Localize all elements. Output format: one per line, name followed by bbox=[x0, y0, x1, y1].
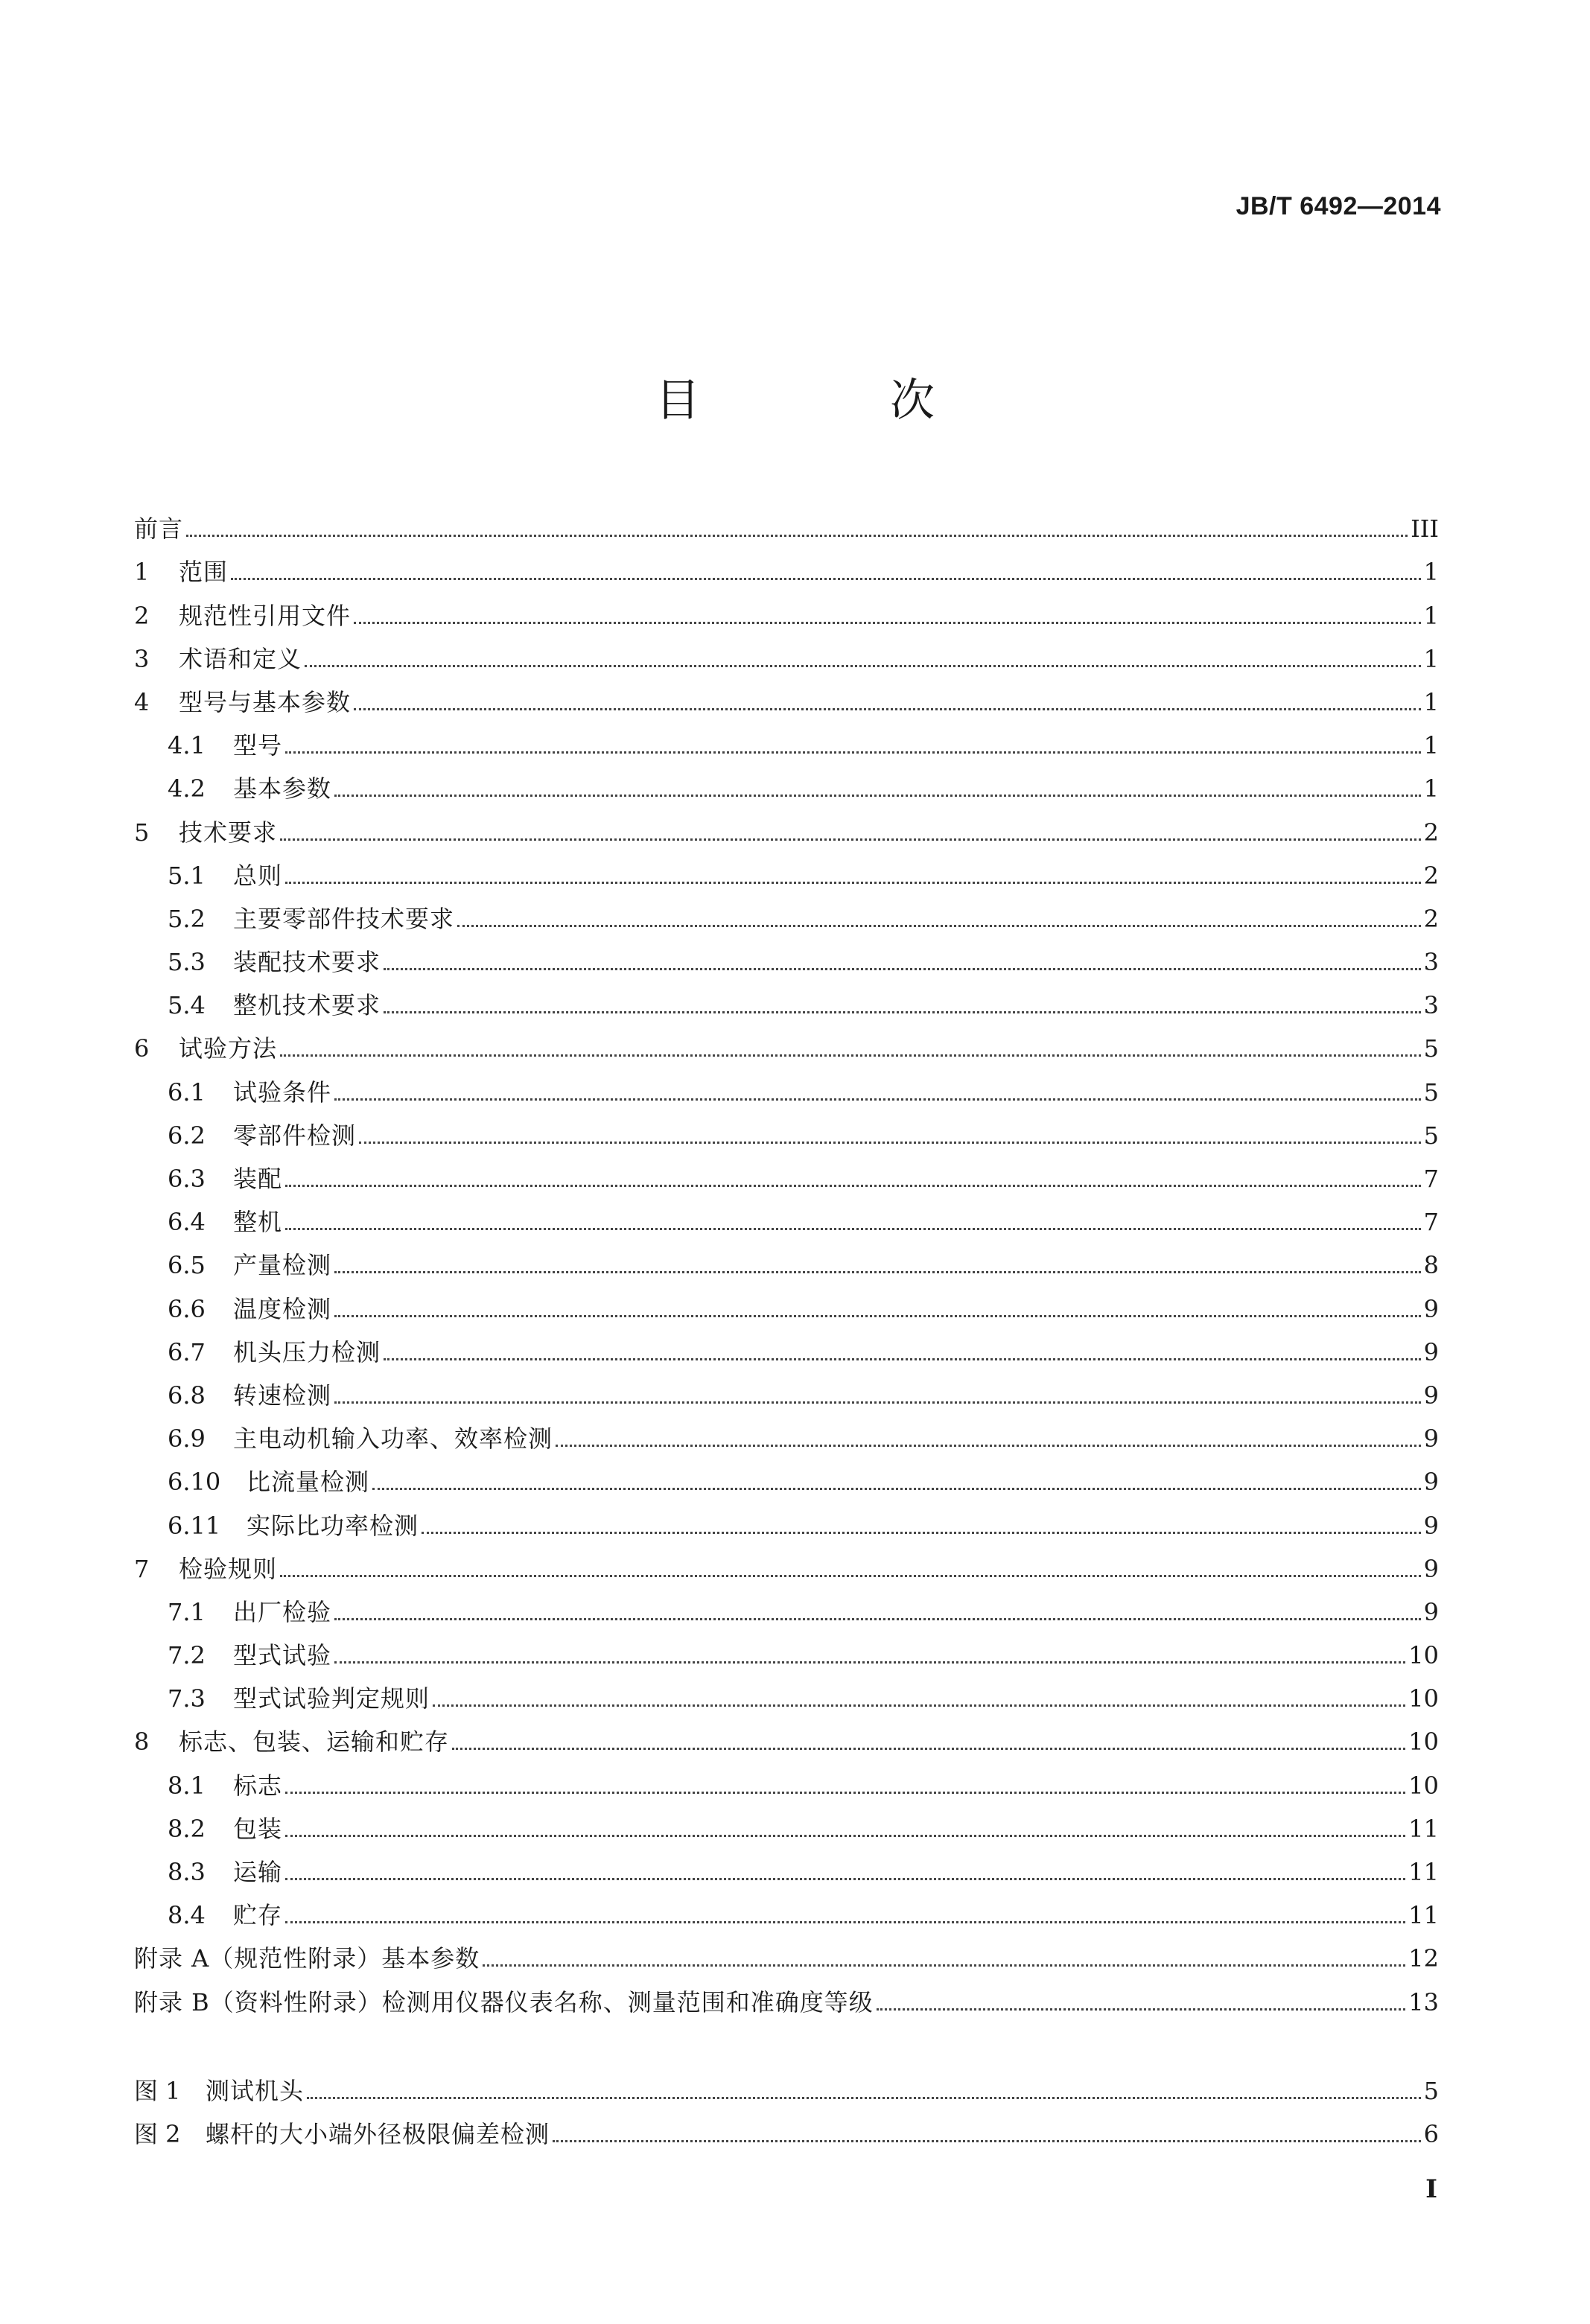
toc-entry[interactable] bbox=[134, 847, 1439, 891]
dot-leader bbox=[285, 1228, 1421, 1230]
toc-entry-number: 6.1 bbox=[168, 1077, 206, 1107]
toc-entry-label: 零部件检测 bbox=[233, 1121, 357, 1150]
dot-leader bbox=[556, 1445, 1421, 1447]
toc-entry-label: 测试机头 bbox=[206, 2077, 305, 2106]
toc-entry-page: 9 bbox=[1423, 1597, 1439, 1626]
toc-entry-label: 附录 A（规范性附录）基本参数 bbox=[134, 1944, 480, 1973]
toc-entry-label: 前言 bbox=[134, 515, 184, 544]
toc-entry[interactable] bbox=[134, 1324, 1439, 1367]
toc-entry[interactable] bbox=[134, 674, 1439, 717]
toc-entry-label: 技术要求 bbox=[179, 818, 278, 847]
toc-entry-label: 实际比功率检测 bbox=[247, 1511, 419, 1540]
dot-leader bbox=[334, 1618, 1421, 1620]
toc-entry[interactable] bbox=[134, 1107, 1439, 1150]
toc-entry[interactable] bbox=[134, 977, 1439, 1020]
toc-entry[interactable] bbox=[134, 1150, 1439, 1194]
toc-entry-page: 9 bbox=[1423, 1554, 1439, 1583]
toc-entry-page: 7 bbox=[1423, 1165, 1439, 1193]
toc-entry-number: 5.4 bbox=[168, 991, 206, 1020]
toc-entry-page: 11 bbox=[1408, 1858, 1439, 1886]
dot-leader bbox=[877, 2008, 1406, 2011]
toc-entry-page: 10 bbox=[1408, 1641, 1439, 1670]
dot-leader bbox=[285, 1878, 1405, 1880]
toc-entry-page: III bbox=[1411, 515, 1439, 544]
toc-entry-page: 2 bbox=[1423, 861, 1439, 890]
toc-entry-label: 试验方法 bbox=[179, 1034, 278, 1063]
toc-entry-label: 主电动机输入功率、效率检测 bbox=[233, 1424, 553, 1454]
toc-entry[interactable] bbox=[134, 760, 1439, 803]
dot-leader bbox=[280, 838, 1421, 841]
dot-leader bbox=[280, 1054, 1421, 1057]
toc-entry-page: 5 bbox=[1423, 1077, 1439, 1107]
toc-entry-number: 2 bbox=[134, 601, 150, 630]
dot-leader bbox=[285, 1835, 1405, 1837]
toc-entry[interactable] bbox=[134, 1713, 1439, 1757]
toc-entry-label: 整机技术要求 bbox=[233, 991, 381, 1020]
toc-entry-label: 机头压力检测 bbox=[233, 1337, 381, 1366]
toc-entry-number: 6.2 bbox=[168, 1121, 206, 1150]
dot-leader bbox=[280, 1575, 1421, 1577]
toc-entry-label: 装配 bbox=[233, 1165, 283, 1193]
toc-entry-label: 型号 bbox=[233, 731, 283, 760]
toc-entry-number: 4 bbox=[134, 687, 150, 716]
toc-entry-label: 型式试验判定规则 bbox=[233, 1684, 430, 1713]
toc-entry-label: 标志、包装、运输和贮存 bbox=[179, 1728, 450, 1757]
toc-entry-label: 范围 bbox=[179, 558, 229, 587]
dot-leader bbox=[334, 1271, 1421, 1273]
toc-entry-page: 9 bbox=[1423, 1381, 1439, 1410]
toc-entry-number: 5.1 bbox=[168, 861, 206, 890]
toc-entry-number: 7.3 bbox=[168, 1684, 206, 1713]
toc-entry-number: 6.4 bbox=[168, 1208, 206, 1237]
toc-entry-number: 6.10 bbox=[168, 1468, 221, 1497]
toc-entry-label: 标志 bbox=[233, 1771, 283, 1800]
dot-leader bbox=[285, 1792, 1405, 1794]
dot-leader bbox=[354, 622, 1421, 624]
toc-entry-label: 出厂检验 bbox=[233, 1597, 332, 1626]
toc-entry-page: 3 bbox=[1423, 991, 1439, 1020]
table-of-contents bbox=[134, 500, 1439, 2017]
toc-entry[interactable] bbox=[134, 1627, 1439, 1670]
toc-entry-number: 7.2 bbox=[168, 1641, 206, 1670]
toc-entry[interactable] bbox=[134, 1973, 1439, 2016]
toc-entry-number: 7 bbox=[134, 1554, 150, 1583]
toc-entry[interactable] bbox=[134, 1844, 1439, 1887]
toc-entry-page: 5 bbox=[1423, 1034, 1439, 1063]
toc-entry-page: 1 bbox=[1423, 774, 1439, 803]
figure-entry[interactable] bbox=[134, 2106, 1439, 2149]
toc-entry[interactable] bbox=[134, 1930, 1439, 1973]
dot-leader bbox=[483, 1964, 1405, 1967]
toc-entry[interactable] bbox=[134, 891, 1439, 934]
toc-entry[interactable] bbox=[134, 1887, 1439, 1930]
dot-leader bbox=[334, 1315, 1421, 1317]
toc-entry-number: 图 1 bbox=[134, 2077, 181, 2106]
toc-entry-number: 8.1 bbox=[168, 1771, 206, 1800]
toc-entry-page: 10 bbox=[1408, 1771, 1439, 1800]
toc-entry-page: 12 bbox=[1408, 1944, 1439, 1973]
toc-entry-number: 4.1 bbox=[168, 731, 206, 760]
toc-entry-number: 1 bbox=[134, 558, 150, 587]
toc-entry-page: 5 bbox=[1423, 2077, 1439, 2106]
toc-entry[interactable] bbox=[134, 1410, 1439, 1454]
toc-entry-number: 5 bbox=[134, 818, 150, 847]
toc-entry-number: 6.9 bbox=[168, 1424, 206, 1454]
dot-leader bbox=[334, 795, 1421, 797]
dot-leader bbox=[334, 1661, 1405, 1664]
toc-entry-number: 8.4 bbox=[168, 1901, 206, 1930]
toc-entry-label: 附录 B（资料性附录）检测用仪器仪表名称、测量范围和准确度等级 bbox=[134, 1987, 874, 2016]
toc-entry-page: 8 bbox=[1423, 1251, 1439, 1280]
toc-entry[interactable] bbox=[134, 1237, 1439, 1280]
toc-entry[interactable] bbox=[134, 1757, 1439, 1800]
toc-entry-page: 5 bbox=[1423, 1121, 1439, 1150]
dot-leader bbox=[457, 925, 1421, 927]
dot-leader bbox=[186, 535, 1408, 537]
toc-entry[interactable] bbox=[134, 934, 1439, 977]
toc-entry[interactable] bbox=[134, 1454, 1439, 1497]
toc-entry-label: 术语和定义 bbox=[179, 644, 302, 673]
page-title: 目 次 bbox=[655, 375, 1023, 427]
toc-entry-page: 1 bbox=[1423, 601, 1439, 630]
toc-entry-number: 7.1 bbox=[168, 1597, 206, 1626]
toc-entry-page: 10 bbox=[1408, 1684, 1439, 1713]
toc-entry-page: 2 bbox=[1423, 818, 1439, 847]
toc-entry-page: 3 bbox=[1423, 948, 1439, 977]
toc-entry-number: 图 2 bbox=[134, 2120, 181, 2149]
dot-leader bbox=[384, 1011, 1421, 1013]
toc-entry-page: 13 bbox=[1408, 1987, 1439, 2016]
toc-entry[interactable] bbox=[134, 1367, 1439, 1410]
toc-entry[interactable] bbox=[134, 717, 1439, 760]
toc-entry-label: 规范性引用文件 bbox=[179, 601, 352, 630]
dot-leader bbox=[285, 751, 1421, 754]
dot-leader bbox=[307, 2097, 1421, 2099]
dot-leader bbox=[372, 1488, 1421, 1490]
dot-leader bbox=[384, 1358, 1421, 1360]
toc-entry-label: 转速检测 bbox=[233, 1381, 332, 1410]
toc-entry[interactable] bbox=[134, 803, 1439, 847]
toc-entry-number: 6.8 bbox=[168, 1381, 206, 1410]
toc-entry-page: 6 bbox=[1423, 2120, 1439, 2149]
toc-entry-label: 产量检测 bbox=[233, 1251, 332, 1280]
dot-leader bbox=[359, 1142, 1421, 1144]
toc-entry-page: 1 bbox=[1423, 644, 1439, 673]
toc-entry-label: 装配技术要求 bbox=[233, 948, 381, 977]
toc-entry-number: 8 bbox=[134, 1728, 150, 1757]
toc-entry-number: 6.3 bbox=[168, 1165, 206, 1193]
toc-entry-label: 螺杆的大小端外径极限偏差检测 bbox=[206, 2120, 550, 2149]
dot-leader bbox=[285, 1185, 1421, 1187]
toc-entry-page: 7 bbox=[1423, 1208, 1439, 1237]
toc-entry-page: 1 bbox=[1423, 731, 1439, 760]
dot-leader bbox=[553, 2140, 1421, 2142]
dot-leader bbox=[305, 665, 1421, 667]
toc-entry-number: 6.5 bbox=[168, 1251, 206, 1280]
dot-leader bbox=[285, 882, 1421, 884]
dot-leader bbox=[433, 1704, 1405, 1707]
toc-entry[interactable] bbox=[134, 587, 1439, 630]
toc-entry[interactable] bbox=[134, 500, 1439, 544]
toc-entry-page: 10 bbox=[1408, 1728, 1439, 1757]
toc-entry-number: 6.11 bbox=[168, 1511, 221, 1540]
figure-list bbox=[134, 2063, 1439, 2149]
toc-entry[interactable] bbox=[134, 1497, 1439, 1540]
toc-entry[interactable] bbox=[134, 1194, 1439, 1237]
toc-entry-page: 2 bbox=[1423, 904, 1439, 933]
standard-code: JB/T 6492—2014 bbox=[1236, 192, 1441, 220]
toc-entry-page: 1 bbox=[1423, 687, 1439, 716]
toc-entry-label: 贮存 bbox=[233, 1901, 283, 1930]
toc-entry[interactable] bbox=[134, 631, 1439, 674]
figure-entry[interactable] bbox=[134, 2063, 1439, 2106]
toc-entry[interactable] bbox=[134, 1584, 1439, 1627]
toc-entry-page: 9 bbox=[1423, 1424, 1439, 1454]
toc-entry-page: 9 bbox=[1423, 1294, 1439, 1323]
toc-entry[interactable] bbox=[134, 1670, 1439, 1713]
toc-entry-number: 6 bbox=[134, 1034, 150, 1063]
toc-entry-label: 基本参数 bbox=[233, 774, 332, 803]
toc-entry-label: 包装 bbox=[233, 1814, 283, 1843]
toc-entry-label: 整机 bbox=[233, 1208, 283, 1237]
toc-entry-number: 8.2 bbox=[168, 1814, 206, 1843]
toc-entry-label: 主要零部件技术要求 bbox=[233, 904, 455, 933]
toc-entry[interactable] bbox=[134, 1801, 1439, 1844]
toc-entry-label: 检验规则 bbox=[179, 1554, 278, 1583]
page-number: I bbox=[1425, 2174, 1437, 2204]
toc-entry-page: 9 bbox=[1423, 1337, 1439, 1366]
toc-entry-page: 9 bbox=[1423, 1511, 1439, 1540]
toc-entry-number: 6.7 bbox=[168, 1337, 206, 1366]
dot-leader bbox=[334, 1098, 1421, 1101]
dot-leader bbox=[334, 1401, 1421, 1404]
toc-entry-number: 4.2 bbox=[168, 774, 206, 803]
toc-entry-page: 1 bbox=[1423, 558, 1439, 587]
dot-leader bbox=[384, 968, 1421, 970]
toc-entry-label: 型号与基本参数 bbox=[179, 687, 352, 716]
toc-entry-number: 5.3 bbox=[168, 948, 206, 977]
dot-leader bbox=[422, 1532, 1421, 1534]
toc-entry-label: 运输 bbox=[233, 1858, 283, 1886]
toc-entry[interactable] bbox=[134, 1063, 1439, 1107]
toc-entry-page: 11 bbox=[1408, 1814, 1439, 1843]
toc-entry[interactable] bbox=[134, 1280, 1439, 1323]
toc-entry-label: 比流量检测 bbox=[247, 1468, 370, 1497]
dot-leader bbox=[452, 1748, 1405, 1750]
dot-leader bbox=[231, 578, 1421, 580]
toc-entry[interactable] bbox=[134, 1020, 1439, 1063]
toc-entry-label: 型式试验 bbox=[233, 1641, 332, 1670]
toc-entry-label: 试验条件 bbox=[233, 1077, 332, 1107]
toc-entry-page: 11 bbox=[1408, 1901, 1439, 1930]
dot-leader bbox=[285, 1921, 1405, 1923]
toc-entry-number: 8.3 bbox=[168, 1858, 206, 1886]
toc-entry-number: 3 bbox=[134, 644, 150, 673]
dot-leader bbox=[354, 708, 1421, 710]
toc-entry-label: 温度检测 bbox=[233, 1294, 332, 1323]
toc-entry[interactable] bbox=[134, 1541, 1439, 1584]
toc-entry-label: 总则 bbox=[233, 861, 283, 890]
toc-entry[interactable] bbox=[134, 544, 1439, 587]
toc-entry-number: 6.6 bbox=[168, 1294, 206, 1323]
toc-entry-number: 5.2 bbox=[168, 904, 206, 933]
toc-entry-page: 9 bbox=[1423, 1468, 1439, 1497]
